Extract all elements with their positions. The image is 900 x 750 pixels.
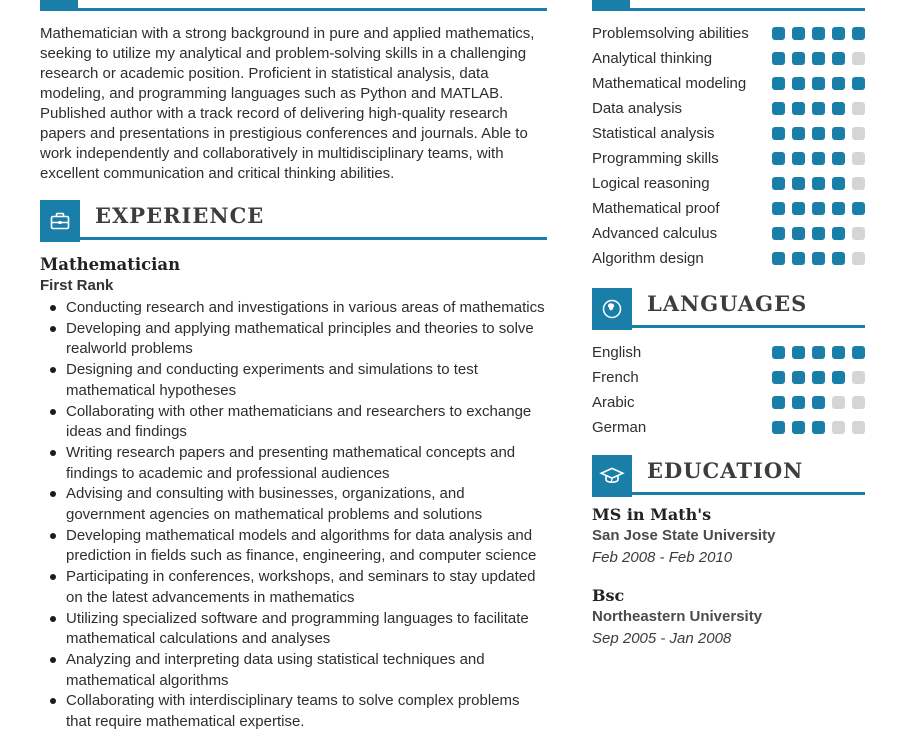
rating-square-filled [772,346,785,359]
experience-bullet: Collaborating with other mathematicians and researchers to exchange ideas and findings [40,402,547,443]
education-section-header [592,455,865,497]
rating-square-filled [812,346,825,359]
rating-square-empty [832,421,845,434]
experience-bullet: Developing and applying mathematical principles and theories to solve realworld problems [40,319,547,360]
experience-bullet: Participating in conferences, workshops, and seminars to stay updated on the latest advancements in mathematics [40,567,547,608]
job-rank: First Rank [40,277,114,294]
skill-row [592,71,865,96]
rating-square-filled [832,227,845,240]
experience-bullet-list [40,298,547,733]
education-school: San Jose State University [592,527,776,544]
rating-square-filled [792,202,805,215]
rating-square-filled [772,227,785,240]
education-entry [592,586,865,650]
rating-square-filled [812,227,825,240]
rating-square-filled [852,202,865,215]
rating-square-filled [792,227,805,240]
rating-square-filled [812,152,825,165]
skill-row [592,171,865,196]
rating-square-filled [792,346,805,359]
experience-bullet: Analyzing and interpreting data using statistical techniques and mathematical algorithms [40,650,547,691]
rating-square-filled [832,27,845,40]
rating-square-filled [792,252,805,265]
right-column [592,0,865,750]
skill-label: Analytical thinking [592,50,713,67]
bullet-dot [50,533,56,539]
skill-row [592,246,865,271]
skill-rating [772,252,865,265]
rating-square-filled [852,346,865,359]
language-rating [772,421,865,434]
language-row [592,415,865,440]
rating-square-filled [792,421,805,434]
rating-square-filled [792,52,805,65]
bullet-dot [50,450,56,456]
bullet-dot [50,698,56,704]
skill-row [592,96,865,121]
skill-rating [772,177,865,190]
rating-square-filled [792,152,805,165]
language-label: English [592,344,642,361]
rating-square-filled [832,252,845,265]
bullet-dot [50,367,56,373]
skills-header-remnant [592,0,865,11]
rating-square-empty [852,52,865,65]
rating-square-empty [852,396,865,409]
skill-row [592,221,865,246]
bullet-dot [50,409,56,415]
skill-label: Data analysis [592,100,683,117]
language-row [592,340,865,365]
bullet-dot [50,326,56,332]
skill-label: Algorithm design [592,250,704,267]
rating-square-filled [772,102,785,115]
rating-square-filled [812,77,825,90]
rating-square-filled [772,371,785,384]
rating-square-filled [772,77,785,90]
skill-label: Problemsolving abilities [592,25,749,42]
rating-square-empty [852,127,865,140]
experience-bullet: Collaborating with interdisciplinary teams to solve complex problems that require mathematical expertise. [40,691,547,732]
rating-square-empty [852,152,865,165]
experience-underline [40,237,547,240]
experience-bullet: Developing mathematical models and algorithms for data analysis and prediction in fields such as finance, engineering, and computer science [40,526,547,567]
summary-header-remnant [40,0,547,11]
rating-square-empty [852,371,865,384]
experience-title: EXPERIENCE [95,203,265,228]
rating-square-filled [812,102,825,115]
experience-bullet: Writing research papers and presenting mathematical concepts and findings to academic and professional audiences [40,443,547,484]
rating-square-filled [812,27,825,40]
skill-row [592,121,865,146]
rating-square-filled [852,77,865,90]
rating-square-filled [812,127,825,140]
languages-section-header [592,288,865,330]
languages-title: LANGUAGES [647,291,808,316]
rating-square-filled [832,346,845,359]
skill-row [592,21,865,46]
rating-square-filled [832,127,845,140]
bullet-dot [50,491,56,497]
skill-label: Mathematical proof [592,200,720,217]
skill-label: Logical reasoning [592,175,710,192]
rating-square-filled [772,202,785,215]
globe-icon [592,288,632,330]
rating-square-filled [832,77,845,90]
bullet-dot [50,574,56,580]
skill-label: Programming skills [592,150,719,167]
rating-square-filled [772,421,785,434]
job-title: Mathematician [40,255,181,274]
rating-square-empty [832,396,845,409]
language-rating [772,371,865,384]
education-school: Northeastern University [592,608,763,625]
language-label: Arabic [592,394,635,411]
skill-rating [772,227,865,240]
rating-square-filled [832,102,845,115]
languages-list [592,340,865,440]
left-column [40,0,547,750]
rating-square-filled [832,152,845,165]
bullet-dot [50,616,56,622]
rating-square-filled [812,202,825,215]
experience-section-header [40,200,547,242]
briefcase-icon [40,200,80,242]
rating-square-empty [852,177,865,190]
bullet-dot [50,305,56,311]
skill-rating [772,77,865,90]
rating-square-filled [832,52,845,65]
education-list [592,505,865,667]
experience-bullet: Conducting research and investigations in various areas of mathematics [40,298,547,319]
skill-row [592,196,865,221]
education-degree: MS in Math's [592,505,712,524]
skill-rating [772,27,865,40]
experience-bullet: Utilizing specialized software and programming languages to facilitate mathematical calculations and analyses [40,609,547,650]
rating-square-filled [852,27,865,40]
rating-square-filled [772,177,785,190]
graduation-cap-icon [592,455,632,497]
rating-square-filled [832,177,845,190]
language-label: German [592,419,647,436]
rating-square-filled [772,396,785,409]
rating-square-empty [852,421,865,434]
rating-square-filled [792,127,805,140]
language-label: French [592,369,639,386]
rating-square-filled [812,177,825,190]
skill-rating [772,152,865,165]
rating-square-filled [812,396,825,409]
experience-bullet: Advising and consulting with businesses, organizations, and government agencies on mathematical problems and solutions [40,484,547,525]
skill-row [592,46,865,71]
rating-square-filled [832,202,845,215]
rating-square-filled [792,27,805,40]
rating-square-filled [832,371,845,384]
rating-square-filled [772,27,785,40]
education-dates: Feb 2008 - Feb 2010 [592,549,733,566]
rating-square-filled [772,252,785,265]
rating-square-filled [812,371,825,384]
rating-square-filled [812,52,825,65]
education-dates: Sep 2005 - Jan 2008 [592,630,732,647]
language-rating [772,396,865,409]
summary-text: Mathematician with a strong background in pure and applied mathematics, seeking to utilize my analytical and problem-solving skills in a challenging research or academic position. Proficient in statistical analysis, data modeling, and programming languages such as Python and MATLAB. Published author with a track record of delivering high-quality research papers and presentations in prestigious conferences and journals. Able to work independently and collaboratively in multidisciplinary teams, with excellent communication and critical thinking abilities. [40,25,535,182]
skills-icon-box-remnant [592,0,630,8]
skills-list [592,21,865,271]
rating-square-empty [852,252,865,265]
language-rating [772,346,865,359]
education-entry [592,505,865,569]
rating-square-filled [792,102,805,115]
skill-label: Statistical analysis [592,125,715,142]
rating-square-empty [852,102,865,115]
bullet-dot [50,657,56,663]
rating-square-empty [852,227,865,240]
language-row [592,390,865,415]
rating-square-filled [792,77,805,90]
skill-rating [772,102,865,115]
language-row [592,365,865,390]
skill-label: Advanced calculus [592,225,718,242]
skill-rating [772,127,865,140]
education-underline [592,492,865,495]
rating-square-filled [772,52,785,65]
summary-underline [40,8,547,11]
rating-square-filled [812,421,825,434]
education-title: EDUCATION [647,458,804,483]
rating-square-filled [792,177,805,190]
rating-square-filled [792,396,805,409]
education-degree: Bsc [592,586,625,605]
rating-square-filled [812,252,825,265]
skill-row [592,146,865,171]
skill-label: Mathematical modeling [592,75,747,92]
rating-square-filled [772,152,785,165]
skills-underline [592,8,865,11]
summary-icon-box-remnant [40,0,78,8]
skill-rating [772,202,865,215]
experience-bullet: Designing and conducting experiments and simulations to test mathematical hypotheses [40,360,547,401]
rating-square-filled [772,127,785,140]
languages-underline [592,325,865,328]
rating-square-filled [792,371,805,384]
skill-rating [772,52,865,65]
